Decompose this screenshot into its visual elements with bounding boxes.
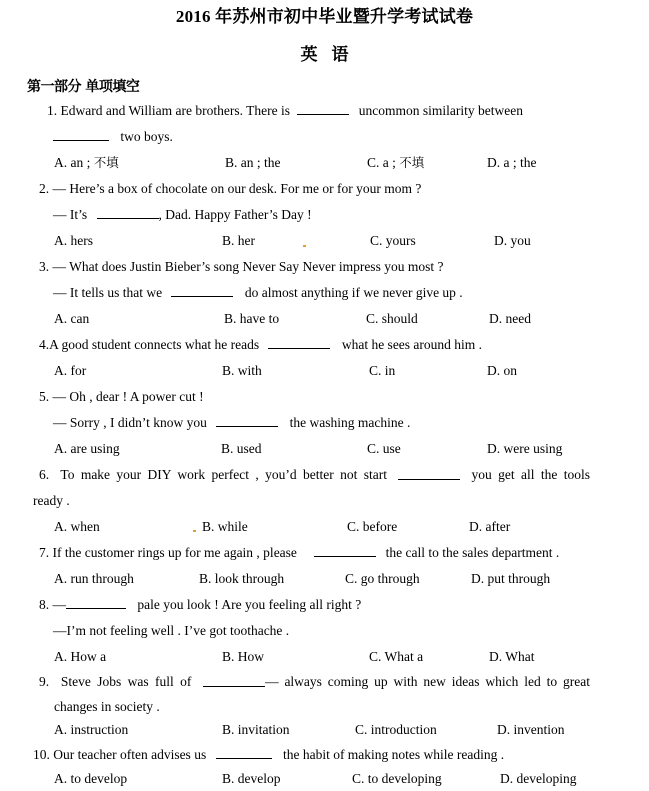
question-number: 4. <box>39 337 50 352</box>
answer-blank[interactable] <box>66 596 126 609</box>
question-line <box>53 622 289 640</box>
question-line <box>39 673 590 691</box>
question-text: — Sorry , I didn’t know you <box>53 415 207 430</box>
question-text: — Here’s a box of chocolate on our desk. For me or for your mom ? <box>52 181 422 196</box>
option-c[interactable]: C. in <box>369 363 396 378</box>
question-text: — What does Justin Bieber’s song Never Say Never impress you most ? <box>52 259 444 274</box>
option-d[interactable]: D. you <box>494 233 531 248</box>
option-a[interactable]: A. are using <box>54 441 120 456</box>
answer-blank[interactable] <box>268 336 330 349</box>
option-c[interactable]: C. to developing <box>352 771 442 786</box>
option-a[interactable]: A. instruction <box>54 722 129 737</box>
question-line <box>53 414 410 432</box>
question-text: — It tells us that we <box>53 285 163 300</box>
question-text: , Dad. Happy Father’s Day ! <box>158 207 312 222</box>
option-b[interactable]: B. develop <box>222 771 281 786</box>
question-number: 1. <box>47 103 58 118</box>
option-c[interactable]: C. should <box>366 311 418 326</box>
question-text: — always coming up with new ideas which led to great <box>265 674 590 689</box>
option-label: A. an ; <box>54 155 94 170</box>
question-line <box>39 336 482 354</box>
option-b[interactable]: B. have to <box>224 311 280 326</box>
question-text: pale you look ! Are you feeling all right ? <box>137 597 362 612</box>
option-a[interactable] <box>54 154 119 172</box>
question-text: — Oh , dear ! A power cut ! <box>52 389 204 404</box>
question-line <box>39 596 361 614</box>
question-number: 7. <box>39 545 50 560</box>
option-c[interactable]: C. yours <box>370 233 416 248</box>
question-text: two boys. <box>120 129 173 144</box>
answer-blank[interactable] <box>171 284 233 297</box>
option-a[interactable]: A. How a <box>54 649 107 664</box>
option-label: C. a ; <box>367 155 400 170</box>
option-d[interactable]: D. after <box>469 519 511 534</box>
marker-dot <box>303 245 306 247</box>
option-c[interactable] <box>367 154 424 172</box>
option-c[interactable]: C. introduction <box>355 722 437 737</box>
question-text: the washing machine . <box>289 415 411 430</box>
option-d[interactable]: D. put through <box>471 571 551 586</box>
question-line <box>47 102 523 120</box>
option-d[interactable]: D. a ; the <box>487 155 537 170</box>
answer-blank[interactable] <box>53 128 109 141</box>
question-text: To make your DIY work perfect , you’d better not start <box>60 467 387 482</box>
option-c[interactable]: C. go through <box>345 571 420 586</box>
question-text: you get all the tools <box>471 467 590 482</box>
question-line <box>33 492 70 510</box>
option-label-cn: 不填 <box>93 155 119 170</box>
option-b[interactable]: B. with <box>222 363 262 378</box>
question-number: 6. <box>39 467 50 482</box>
question-line <box>54 698 160 716</box>
option-b[interactable]: B. invitation <box>222 722 290 737</box>
question-number: 9. <box>39 674 50 689</box>
option-label-cn: 不填 <box>399 155 425 170</box>
option-c[interactable]: C. What a <box>369 649 424 664</box>
question-line <box>39 388 204 406</box>
question-text: Our teacher often advises us <box>53 747 207 762</box>
answer-blank[interactable] <box>314 544 376 557</box>
question-text: Edward and William are brothers. There is <box>60 103 291 118</box>
question-line <box>53 206 312 224</box>
option-a[interactable]: A. run through <box>54 571 134 586</box>
option-d[interactable]: D. developing <box>500 771 577 786</box>
answer-blank[interactable] <box>97 206 159 219</box>
option-c[interactable]: C. before <box>347 519 398 534</box>
answer-blank[interactable] <box>398 467 460 480</box>
question-text: — <box>52 597 66 612</box>
option-d[interactable]: D. were using <box>487 441 563 456</box>
question-text: uncommon similarity between <box>358 103 523 118</box>
question-text: If the customer rings up for me again , please <box>52 545 297 560</box>
question-line <box>39 466 590 484</box>
section-heading: 第一部分 单项填空 <box>27 79 140 95</box>
option-d[interactable]: D. What <box>489 649 535 664</box>
question-text: Steve Jobs was full of <box>60 674 192 689</box>
question-line <box>53 128 173 146</box>
marker-dot <box>193 530 196 532</box>
option-a[interactable]: A. for <box>54 363 87 378</box>
question-line <box>39 180 421 198</box>
answer-blank[interactable] <box>297 102 349 115</box>
option-d[interactable]: D. need <box>489 311 531 326</box>
question-text: the call to the sales department . <box>385 545 560 560</box>
question-line <box>39 258 443 276</box>
question-number: 10. <box>33 747 50 762</box>
question-text: changes in society . <box>54 699 160 714</box>
option-b[interactable]: B. used <box>221 441 262 456</box>
option-a[interactable]: A. to develop <box>54 771 128 786</box>
answer-blank[interactable] <box>203 674 265 687</box>
question-number: 5. <box>39 389 50 404</box>
option-a[interactable]: A. when <box>54 519 100 534</box>
question-text: the habit of making notes while reading . <box>282 747 505 762</box>
option-b[interactable]: B. an ; the <box>225 155 281 170</box>
question-text: ready . <box>33 493 70 508</box>
question-text: what he sees around him . <box>341 337 483 352</box>
option-b[interactable]: B. How <box>222 649 265 664</box>
option-c[interactable]: C. use <box>367 441 401 456</box>
answer-blank[interactable] <box>216 414 278 427</box>
question-text: do almost anything if we never give up . <box>244 285 463 300</box>
question-line <box>53 284 463 302</box>
question-number: 3. <box>39 259 50 274</box>
option-a[interactable]: A. can <box>54 311 90 326</box>
question-text: A good student connects what he reads <box>49 337 260 352</box>
blank-group <box>203 673 590 691</box>
exam-title: 2016 年苏州市初中毕业暨升学考试试卷 <box>175 7 474 26</box>
subject-title: 英语 <box>300 45 363 64</box>
option-b[interactable]: B. while <box>202 519 248 534</box>
question-text: —I’m not feeling well . I’ve got toothache . <box>53 623 290 638</box>
question-line <box>33 746 504 764</box>
question-line <box>39 544 559 562</box>
question-number: 2. <box>39 181 50 196</box>
option-d[interactable]: D. on <box>487 363 517 378</box>
option-b[interactable]: B. look through <box>199 571 285 586</box>
option-a[interactable]: A. hers <box>54 233 93 248</box>
question-number: 8. <box>39 597 50 612</box>
option-d[interactable]: D. invention <box>497 722 565 737</box>
option-b[interactable]: B. her <box>222 233 255 248</box>
answer-blank[interactable] <box>216 746 272 759</box>
question-text: — It’s <box>53 207 88 222</box>
